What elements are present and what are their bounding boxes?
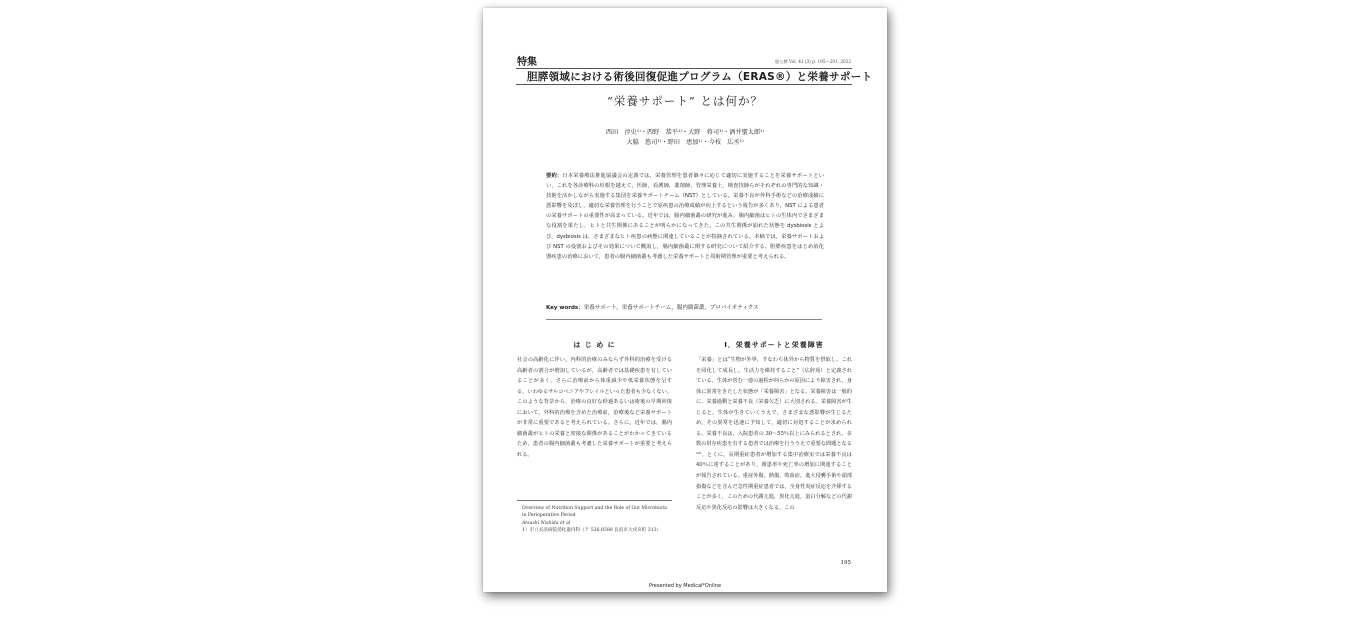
keywords-rule [546, 319, 822, 320]
intro-heading: は じ め に [573, 341, 616, 349]
page-number: 195 [840, 560, 851, 566]
header-rule-bottom [516, 84, 852, 85]
footnote-affiliation: 1）市立長浜病院消化器内科（〒 526-8580 長浜市大戌亥町 313） [522, 527, 662, 533]
section-label: 特集 [517, 57, 537, 68]
article-title: “栄養サポート” とは何か？ [607, 94, 763, 108]
presented-by: Presented by Medical*Online [648, 583, 722, 589]
journal-reference: 胆と膵 Vol. 43 (3) p. 195〜201, 2022 [775, 59, 851, 64]
series-title: 胆膵領域における術後回復促進プログラム（ERAS®）と栄養サポート [527, 71, 873, 83]
abstract-label: 要約： [546, 173, 563, 179]
keywords [546, 303, 759, 311]
section1-body: 「栄養」とは“生物が外界，すなわち体外から物質を摂取し，これを同化して成長し，生活力を維持すること”（広辞苑）と定義されている。生体が営む一連の過程が何らかの原因により障害され，身体に異常をきたした状態が「栄養障害」となる。栄養障害は一般的に，栄養過剰と栄養不良（栄養欠乏）に大別される。栄養障害が生じると，生体が生きていくうえで，さまざまな悪影響が生じるため，その異常を迅速に予知して，適切に対処することが求められる。栄養不良は，入院患者の 30〜55％以上にみられるとされ，多数の併存疾患を有する患者では治療を行ううえで重要な問題となる¹²⁾。とくに，長期重症患者が増加する集中治療室では栄養不良は 40％に達することがあり，罹患率や死亡率の増加に関連することが報告されている。重症外傷，熱傷，敗血症，進大侵襲手術や頭部損傷などを含んだ急性期重症患者では，全身性炎症反応を介挿することが多く，このための代謝亢進，異化亢進，蛋白分解などの代謝反応や異化反応の影響は大きくなる。この [696, 357, 852, 511]
section1-heading: Ⅰ．栄養サポートと栄養障害 [724, 341, 824, 349]
authors-line-1: 西田 淳史¹⁾・西野 恭平¹⁾・大野 将司¹⁾・酒井聖太郎¹⁾ [605, 129, 765, 136]
footnote-author: Atsushi Nishida et al [522, 520, 571, 526]
footnote-rule [517, 500, 672, 501]
keywords-label: Key words： [546, 305, 584, 311]
journal-page [483, 8, 887, 592]
abstract-text: 日本栄養療法推進協議会の定義では，栄養管理を患者個々に応じて適切に実施することを栄養サポートといい，これを各診療科の垣根を越えて，医師，看護師，薬剤師，管理栄養士，検査技師らがそれぞれの専門的な知識・技術を活かしながら実施する集団を栄養サポートチーム（NST）としている。栄養不良が外科手術などの治療成績に悪影響を及ぼし，適切な栄養管理を行うことで原疾患の治療成績が向上するという報告が多くあり，NST による患者の栄養サポートの重要性が高まっている。近年では，腸内細菌叢の研究が進み，腸内細菌はヒトの生体内でさまざまな役割を果たし，ヒトと共生関係にあることが明らかになってきた。この共生関係が崩れた状態を dysbiosis とよび，dysbiosis は，さまざまなヒト疾患の病態に関連していることが指摘されている。本稿では，栄養サポートおよび NST の役割およびその効果について概説し，腸内細菌叢に関する研究について紹介する。胆膵疾患をはじめ消化器疾患の治療において，患者の腸内細菌叢も考慮した栄養サポートと周術期管理が重要と考えられる。 [546, 173, 824, 260]
intro-body: 社会の高齢化に伴い，内科的治療のみならず外科的治療を受ける高齢者の割合が増加しているが，高齢者では基礎疾患を有していることが多く，さらに治療前から体重減少や低栄養状態を呈する，いわゆるサルコペニアやフレイルといった患者も少なくない。このような背景から，治療の良好な経過あるいは術後の早期回復において，外科的治療を含めた治療前，治療後など栄養サポートが非常に重要であると考えられている。さらに，近年では，腸内細菌叢がヒトの栄養と密接な関係があることがわかってきているため，患者の腸内細菌叢も考慮した栄養サポートが重要と考えられる。 [517, 357, 672, 458]
footnote [522, 505, 672, 534]
abstract [546, 171, 824, 262]
keywords-text: 栄養サポート，栄養サポートチーム，腸内細菌叢，プロバイオティクス [583, 305, 759, 311]
footnote-english-title: Overview of Nutrition Support and the Role of Gut Microbiota in Perioperative Period [522, 506, 667, 519]
authors-line-2: 大脇 悠司¹⁾・野田 恵加¹⁾・今枝 広丞¹⁾ [626, 139, 744, 146]
